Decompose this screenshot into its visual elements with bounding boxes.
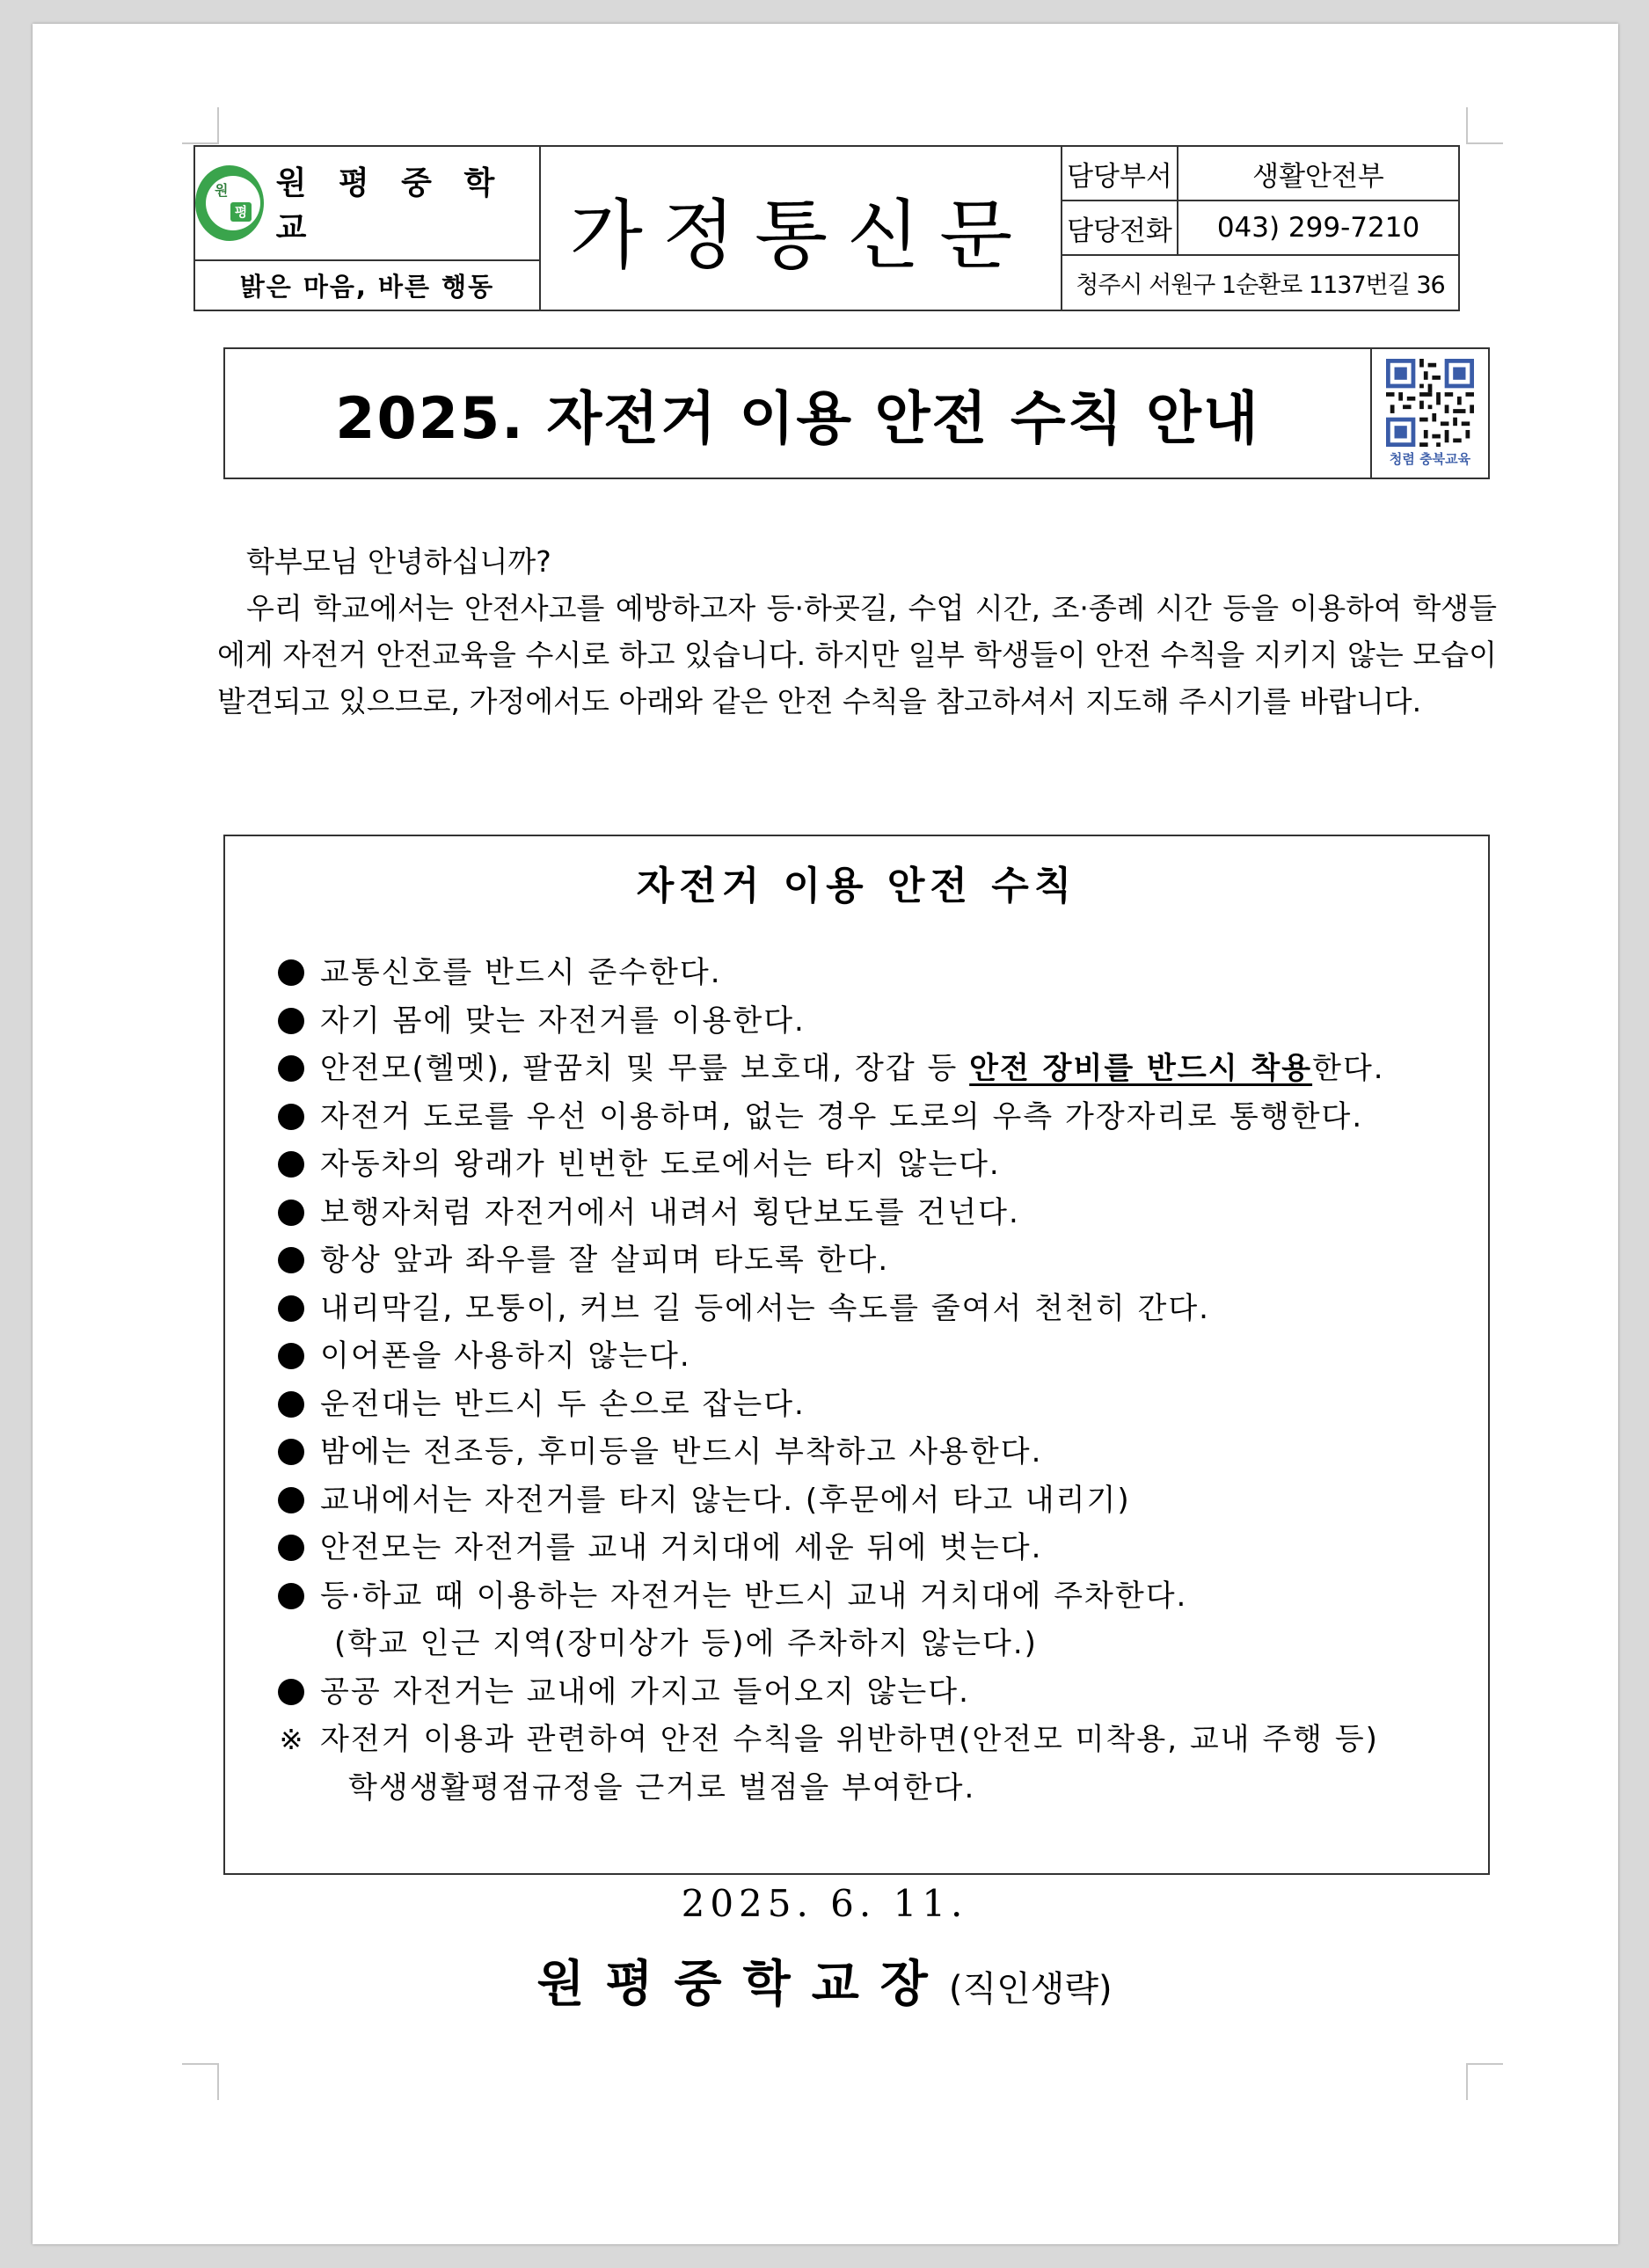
bullet-icon bbox=[278, 1151, 304, 1178]
phone-label: 담당전화 bbox=[1062, 201, 1178, 256]
bullet-icon bbox=[278, 1104, 304, 1130]
bullet-icon bbox=[278, 1295, 304, 1322]
rule-item: 항상 앞과 좌우를 잘 살피며 타도록 한다. bbox=[262, 1236, 1467, 1285]
rule-item: 밤에는 전조등, 후미등을 반드시 부착하고 사용한다. bbox=[262, 1428, 1467, 1477]
bullet-icon bbox=[278, 1583, 304, 1609]
rule-item: 보행자처럼 자전거에서 내려서 횡단보도를 건넌다. bbox=[262, 1189, 1467, 1237]
crop-mark-bottom-left bbox=[182, 2063, 219, 2100]
notice-title: 2025. 자전거 이용 안전 수칙 안내 bbox=[225, 349, 1372, 478]
bullet-icon bbox=[278, 1535, 304, 1561]
rule-item: 자기 몸에 맞는 자전거를 이용한다. bbox=[262, 997, 1467, 1046]
qr-cell bbox=[1372, 349, 1488, 478]
dept-value: 생활안전부 bbox=[1178, 147, 1458, 201]
emphasized-text: 안전 장비를 반드시 착용 bbox=[969, 1051, 1313, 1086]
document-type-title: 가정통신문 bbox=[541, 147, 1062, 310]
qr-code-icon bbox=[1383, 359, 1478, 447]
principal-title: 원평중학교장 bbox=[536, 1955, 949, 2013]
school-motto: 밝은 마음, 바른 행동 bbox=[195, 261, 541, 310]
greeting: 학부모님 안녕하십니까? bbox=[246, 544, 551, 579]
bullet-icon bbox=[278, 1200, 304, 1226]
bullet-icon bbox=[278, 959, 304, 986]
bullet-icon bbox=[278, 1487, 304, 1513]
crop-mark-top-left bbox=[182, 107, 219, 144]
rule-item: 교통신호를 반드시 준수한다. bbox=[262, 949, 1467, 997]
bullet-icon bbox=[278, 1679, 304, 1705]
qr-caption: 청렴 충북교육 bbox=[1389, 451, 1471, 467]
bullet-icon bbox=[278, 1391, 304, 1418]
seal-note: (직인생략) bbox=[948, 1969, 1113, 2009]
intro-body: 우리 학교에서는 안전사고를 예방하고자 등·하굣길, 수업 시간, 조·종례 시간 등을 이용하여 학생들에게 자전거 안전교육을 수시로 하고 있습니다. 하지만 일부 학생들이 안전 수칙을 지키지 않는 모습이 발견되고 있으므로, 가정에서도 아래와 같은 안전 수칙을 참고하셔서 지도해 주시기를 바랍니다. bbox=[217, 591, 1497, 718]
rule-note: ※ 자전거 이용과 관련하여 안전 수칙을 위반하면(안전모 미착용, 교내 주행 등) bbox=[262, 1716, 1467, 1764]
rule-note-continuation: 학생생활평점규정을 근거로 벌점을 부여한다. bbox=[348, 1769, 976, 1805]
bullet-icon bbox=[278, 1343, 304, 1369]
bullet-icon bbox=[278, 1439, 304, 1465]
rule-item: 운전대는 반드시 두 손으로 잡는다. bbox=[262, 1381, 1467, 1429]
rule-item: 공공 자전거는 교내에 가지고 들어오지 않는다. bbox=[262, 1668, 1467, 1717]
intro-text bbox=[217, 538, 1497, 725]
crop-mark-top-right bbox=[1466, 107, 1503, 144]
rule-item-continuation: (학교 인근 지역(장미상가 등)에 주차하지 않는다.) bbox=[334, 1626, 1038, 1661]
rules-box bbox=[223, 835, 1490, 1875]
rule-item: 안전모는 자전거를 교내 거치대에 세운 뒤에 벗는다. bbox=[262, 1524, 1467, 1572]
header-table bbox=[193, 145, 1460, 311]
title-box bbox=[223, 347, 1490, 479]
school-name: 원 평 중 학 교 bbox=[275, 165, 506, 246]
rule-item: 자동차의 왕래가 빈번한 도로에서는 타지 않는다. bbox=[262, 1141, 1467, 1189]
school-address: 청주시 서원구 1순환로 1137번길 36 bbox=[1076, 272, 1445, 299]
rule-item: 자전거 도로를 우선 이용하며, 없는 경우 도로의 우측 가장자리로 통행한다. bbox=[262, 1093, 1467, 1141]
rules-title: 자전거 이용 안전 수칙 bbox=[636, 864, 1077, 908]
bullet-icon bbox=[278, 1247, 304, 1273]
school-logo-cell bbox=[195, 147, 541, 261]
rule-item: 이어폰을 사용하지 않는다. bbox=[262, 1332, 1467, 1381]
rule-item: 교내에서는 자전거를 타지 않는다. (후문에서 타고 내리기) bbox=[262, 1477, 1467, 1525]
phone-value: 043) 299-7210 bbox=[1178, 201, 1458, 256]
bullet-icon bbox=[278, 1055, 304, 1082]
crop-mark-bottom-right bbox=[1466, 2063, 1503, 2100]
dept-label: 담당부서 bbox=[1062, 147, 1178, 201]
rule-item: 등·하교 때 이용하는 자전거는 반드시 교내 거치대에 주차한다. bbox=[262, 1572, 1467, 1621]
rule-item: 내리막길, 모퉁이, 커브 길 등에서는 속도를 줄여서 천천히 간다. bbox=[262, 1285, 1467, 1333]
rule-list bbox=[262, 949, 1467, 1812]
reference-mark-icon: ※ bbox=[279, 1723, 303, 1756]
signature-line bbox=[0, 1945, 1649, 2016]
rule-item-safety-gear: 안전모(헬멧), 팔꿈치 및 무릎 보호대, 장갑 등 안전 장비를 반드시 착용한다. bbox=[262, 1045, 1467, 1093]
issue-date: 2025. 6. 11. bbox=[681, 1882, 968, 1925]
school-logo-icon: 원 평 bbox=[195, 165, 264, 241]
bullet-icon bbox=[278, 1008, 304, 1034]
